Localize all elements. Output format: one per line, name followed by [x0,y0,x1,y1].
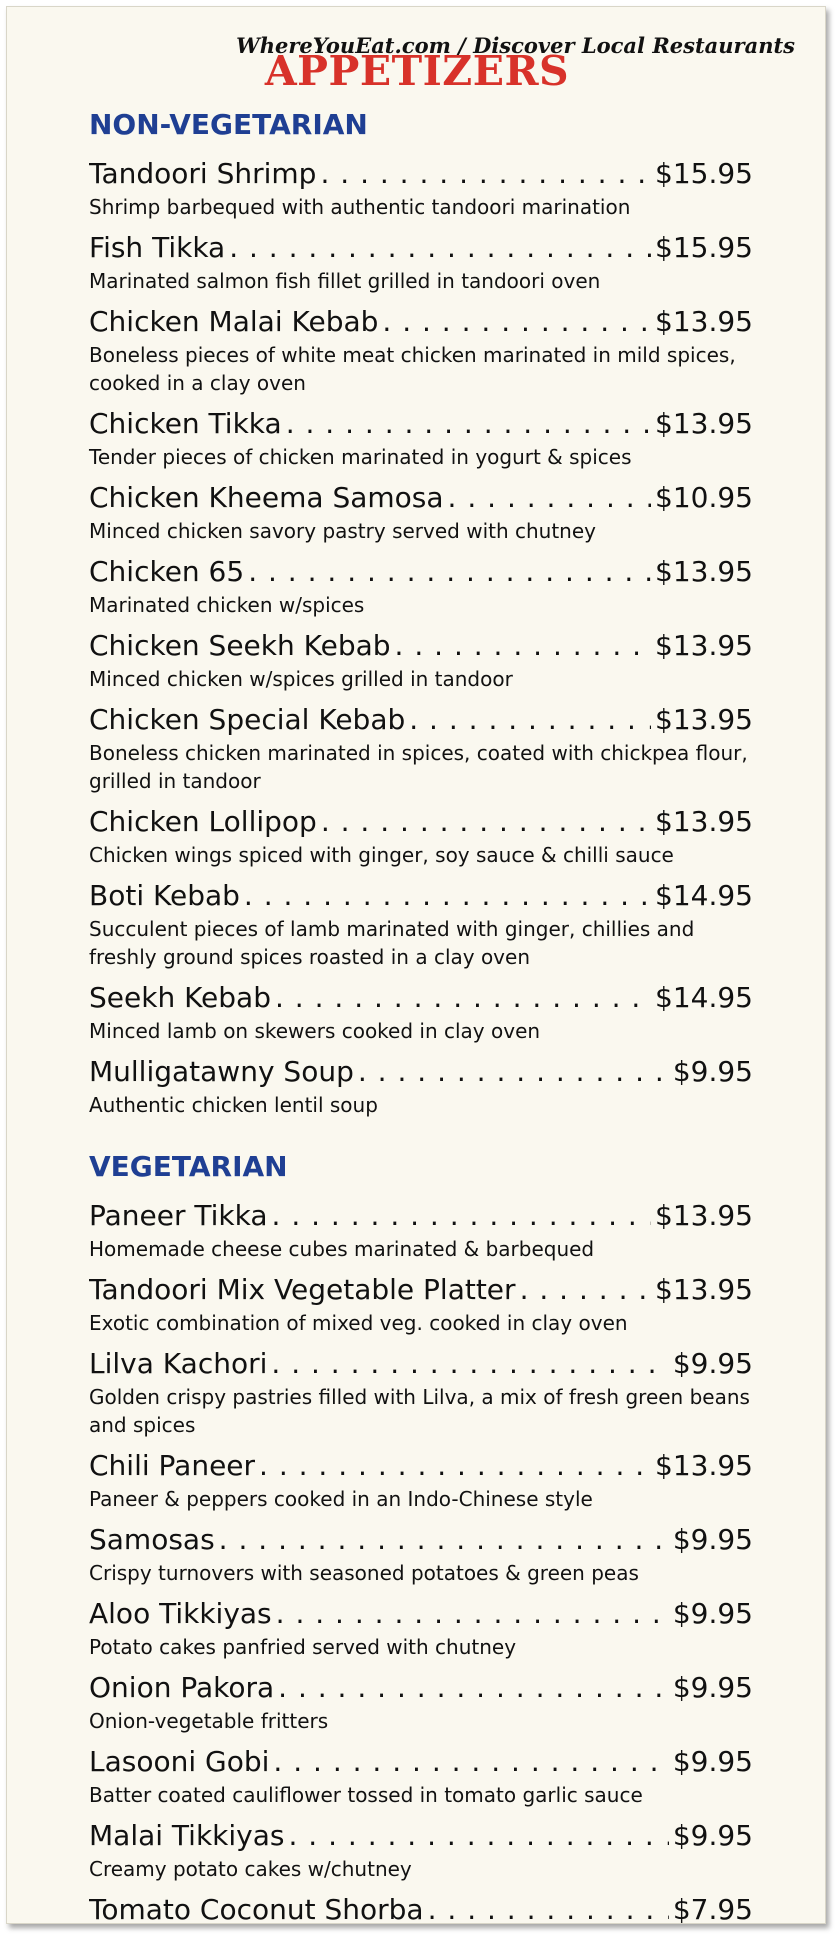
menu-item-price: $13.95 [655,703,753,736]
menu-item-row [89,701,753,739]
dot-leader [278,1669,669,1707]
menu-item-name: Tomato Coconut Shorba [89,1893,424,1926]
menu-item-price: $13.95 [655,407,753,440]
menu-item-name: Onion Pakora [89,1671,275,1704]
menu-item-description: Minced chicken w/spices grilled in tandoor [89,667,513,691]
menu-item-price: $13.95 [655,1273,753,1306]
menu-item [89,1521,753,1587]
section-heading: VEGETARIAN [89,1150,288,1183]
menu-item-name: Lilva Kachori [89,1347,268,1380]
menu-item-row [89,303,753,341]
menu-item-name: Chicken Malai Kebab [89,305,379,338]
menu-item-list [89,155,753,1119]
menu-item-price: $7.95 [672,1893,753,1926]
menu-item-name: Mulligatawny Soup [89,1055,354,1088]
menu-item-row [89,155,753,193]
section-heading: NON-VEGETARIAN [89,108,368,141]
menu-item-price: $14.95 [655,981,753,1014]
menu-item-row [89,405,753,443]
menu-item-name: Lasooni Gobi [89,1745,270,1778]
menu-item-row [89,1817,753,1855]
menu-item-row [89,1521,753,1559]
menu-item-name: Paneer Tikka [89,1199,268,1232]
menu-item-row [89,1345,753,1383]
menu-item-description: Shrimp barbequed with authentic tandoori marination [89,195,631,219]
dot-leader [273,1743,668,1781]
menu-item-row [89,877,753,915]
menu-item [89,303,753,397]
menu-item-description: Minced lamb on skewers cooked in clay oven [89,1019,541,1043]
dot-leader [358,1053,669,1091]
menu-item [89,553,753,619]
menu-item-row [89,229,753,267]
menu-item-name: Aloo Tikkiyas [89,1597,272,1630]
menu-item-description: Batter coated cauliflower tossed in tomato garlic sauce [89,1783,643,1807]
dot-leader [320,155,651,193]
menu-item-description: Creamy potato cakes w/chutney [89,1857,412,1881]
menu-item-description: Potato cakes panfried served with chutney [89,1635,517,1659]
dot-leader [276,1595,669,1633]
dot-leader [272,1197,652,1235]
menu-item-price: $13.95 [655,1449,753,1482]
dot-leader [271,1345,668,1383]
dot-leader [520,1271,651,1309]
menu-item-row [89,627,753,665]
menu-item-name: Chili Paneer [89,1449,256,1482]
menu-item-price: $13.95 [655,805,753,838]
menu-item-name: Chicken Lollipop [89,805,317,838]
menu-item-price: $9.95 [672,1523,753,1556]
menu-item [89,1669,753,1735]
menu-item [89,405,753,471]
dot-leader [409,701,651,739]
menu-item-row [89,1669,753,1707]
menu-item-name: Tandoori Shrimp [89,157,317,190]
page-title: APPETIZERS [264,47,570,95]
menu-item-description: Crispy turnovers with seasoned potatoes & green peas [89,1561,639,1585]
dot-leader [448,479,651,517]
dot-leader [428,1891,669,1929]
menu-item-description: Paneer & peppers cooked in an Indo-Chinese style [89,1487,593,1511]
menu-item [89,1447,753,1513]
menu-item-name: Seekh Kebab [89,981,271,1014]
menu-item [89,877,753,971]
menu-item [89,1197,753,1263]
menu-item [89,229,753,295]
menu-item [89,1743,753,1809]
menu-item-description: Chicken wings spiced with ginger, soy sauce & chilli sauce [89,843,674,867]
menu-item [89,627,753,693]
menu-item-name: Boti Kebab [89,879,240,912]
menu-item [89,1271,753,1337]
menu-item [89,1891,753,1929]
menu-item-description: Authentic chicken lentil soup [89,1093,378,1117]
menu-item [89,979,753,1045]
menu-item-name: Chicken 65 [89,555,245,588]
menu-item-price: $13.95 [655,555,753,588]
menu-item-price: $9.95 [672,1347,753,1380]
dot-leader [275,979,651,1017]
menu-item-name: Chicken Special Kebab [89,703,406,736]
menu-item [89,1053,753,1119]
dot-leader [286,405,651,443]
menu-item-row [89,803,753,841]
dot-leader [219,1521,669,1559]
menu-item [89,701,753,795]
menu-item-name: Malai Tikkiyas [89,1819,285,1852]
dot-leader [382,303,651,341]
menu-item-price: $14.95 [655,879,753,912]
menu-page [6,6,826,1924]
site-watermark: WhereYouEat.com / Discover Local Restaurants [236,33,795,58]
menu-item-price: $13.95 [655,305,753,338]
menu-item-price: $9.95 [672,1819,753,1852]
menu-item-row [89,1053,753,1091]
dot-leader [248,553,651,591]
menu-item-description: Marinated chicken w/spices [89,593,365,617]
menu-item-description: Golden crispy pastries filled with Lilva, a mix of fresh green beans and spices [89,1385,750,1437]
menu-item-description: Tender pieces of chicken marinated in yogurt & spices [89,445,632,469]
dot-leader [395,627,651,665]
menu-item-name: Chicken Kheema Samosa [89,481,444,514]
menu-item-price: $9.95 [672,1055,753,1088]
menu-item [89,803,753,869]
menu-item-row [89,1271,753,1309]
menu-item [89,479,753,545]
menu-item-row [89,479,753,517]
menu-item-description: Marinated salmon fish fillet grilled in tandoori oven [89,269,601,293]
menu-item-name: Chicken Seekh Kebab [89,629,391,662]
menu-item [89,1817,753,1883]
dot-leader [321,803,651,841]
menu-item [89,155,753,221]
menu-item-name: Chicken Tikka [89,407,282,440]
menu-item-description: Boneless pieces of white meat chicken marinated in mild spices, cooked in a clay oven [89,343,736,395]
menu-item-row [89,1891,753,1929]
menu-item-price: $10.95 [655,481,753,514]
menu-item-price: $13.95 [655,629,753,662]
menu-item-price: $15.95 [655,231,753,264]
menu-item-description: Boneless chicken marinated in spices, coated with chickpea flour, grilled in tandoor [89,741,748,793]
menu-item-description: Homemade cheese cubes marinated & barbequed [89,1237,595,1261]
menu-item-price: $15.95 [655,157,753,190]
menu-item-name: Samosas [89,1523,215,1556]
menu-item-name: Tandoori Mix Vegetable Platter [89,1273,516,1306]
menu-item-price: $9.95 [672,1597,753,1630]
menu-item-name: Fish Tikka [89,231,226,264]
dot-leader [229,229,651,267]
menu-item-description: Minced chicken savory pastry served with chutney [89,519,597,543]
dot-leader [288,1817,668,1855]
menu-item-row [89,1595,753,1633]
menu-item-description: Succulent pieces of lamb marinated with ginger, chillies and freshly ground spices roasted in a clay oven [89,917,695,969]
menu-item-price: $9.95 [672,1745,753,1778]
menu-item-list [89,1197,753,1929]
dot-leader [244,877,651,915]
menu-item-price: $9.95 [672,1671,753,1704]
menu-item [89,1345,753,1439]
menu-item-price: $13.95 [655,1199,753,1232]
menu-item-description: Onion-vegetable fritters [89,1709,329,1733]
menu-item-row [89,553,753,591]
menu-item-row [89,1197,753,1235]
dot-leader [259,1447,651,1485]
menu-item-row [89,1743,753,1781]
menu-item-row [89,1447,753,1485]
menu-content [89,105,753,1929]
menu-item-row [89,979,753,1017]
menu-item [89,1595,753,1661]
menu-item-description: Exotic combination of mixed veg. cooked in clay oven [89,1311,628,1335]
